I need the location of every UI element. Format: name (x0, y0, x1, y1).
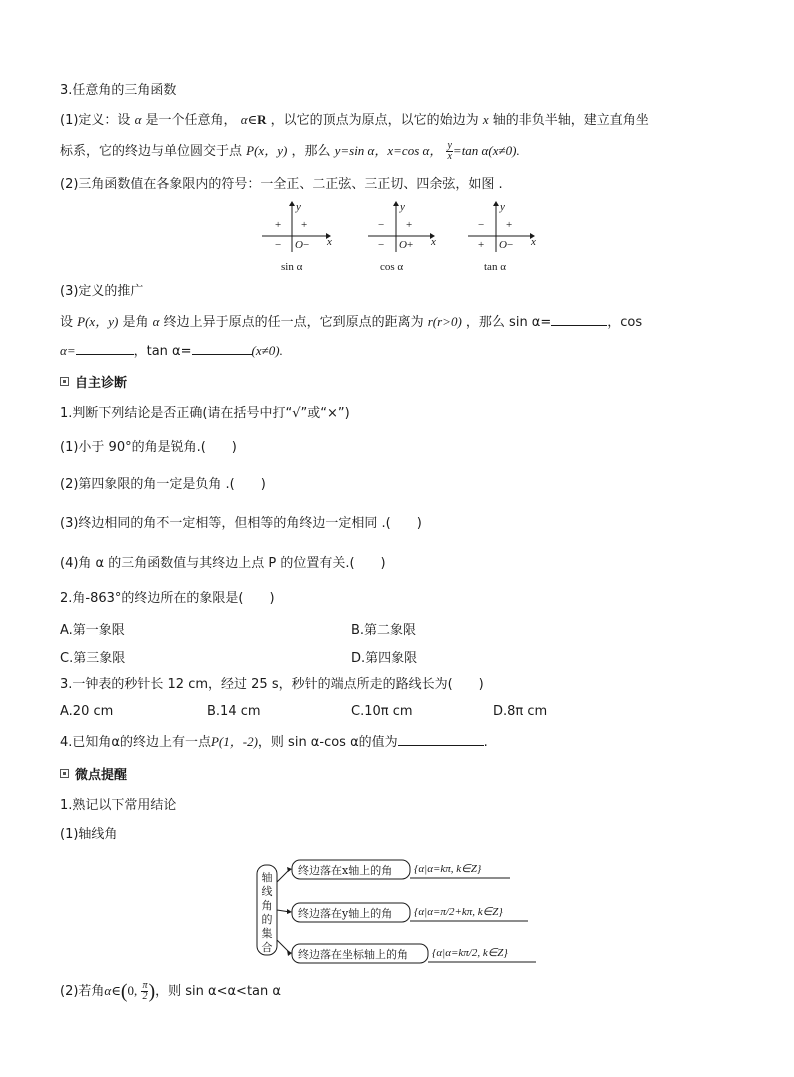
definition-3-title: (3)定义的推广 (60, 284, 144, 299)
text: ，cos (607, 315, 643, 330)
q3-option-c[interactable]: C.10π cm (351, 704, 413, 719)
section-title-text: 自主诊断 (75, 376, 128, 391)
q3-option-b[interactable]: B.14 cm (207, 704, 261, 719)
math: 0, (127, 983, 138, 998)
point-P: P(1，-2) (210, 734, 258, 749)
tan-quadrant-diagram (468, 201, 536, 252)
fraction-pi-over-2: $\frac{\pi}{2}$ (142, 980, 148, 1002)
y-axis-label: y (296, 201, 301, 213)
cos-quadrant-diagram (368, 201, 436, 252)
origin-label: O (499, 239, 507, 251)
text: 终边上异于原点的任一点，它到原点的距离为 (163, 315, 424, 330)
section-title-tips (60, 764, 127, 783)
math: α= (60, 343, 76, 358)
q2-option-a[interactable]: A.第一象限 (60, 623, 125, 638)
definition-3-line-2 (60, 340, 283, 361)
q2-option-b[interactable]: B.第二象限 (351, 623, 417, 638)
text: (2)若角 (60, 984, 105, 999)
question-1-3: (3)终边相同的角不一定相等，但相等的角终边一定相同 .( ) (60, 516, 422, 531)
text: 轴的非负半轴，建立直角坐 (492, 113, 649, 128)
set-label-char-1: 轴 (261, 871, 273, 884)
text: 标系，它的终边与单位圆交于点 (60, 144, 243, 159)
question-1-2: (2)第四象限的角一定是负角 .( ) (60, 477, 266, 492)
row-box-text-3: 终边落在坐标轴上的角 (298, 948, 408, 961)
q3-option-a[interactable]: A.20 cm (60, 704, 114, 719)
alpha-symbol: α (152, 314, 160, 329)
text: ，那么 (291, 144, 331, 159)
q1-sign: + (301, 219, 308, 231)
section-title-self-diagnosis (60, 372, 127, 391)
set-expression-2: {α|α=π/2+kπ, k∈Z} (414, 906, 503, 918)
text: 设 (60, 315, 74, 330)
axis-angle-set-diagram (254, 852, 544, 968)
q4-sign: − (303, 239, 310, 251)
q4-sign: + (407, 239, 414, 251)
set-label-char-6: 合 (261, 941, 273, 954)
set-expression-1: {α|α=kπ, k∈Z} (414, 863, 482, 875)
definition-1-line-2 (60, 141, 520, 162)
text: ，则 sin α-cos α的值为 (257, 735, 398, 750)
answer-blank-sin[interactable] (551, 311, 607, 326)
cos-label: cos α (380, 261, 404, 273)
answer-blank-tan[interactable] (192, 340, 252, 355)
text: 是一个任意角， (145, 113, 237, 128)
set-label-char-4: 的 (261, 913, 273, 926)
sin-label: sin α (281, 261, 303, 273)
definition-3-line-1 (60, 311, 642, 332)
r-symbol: r(r>0) (427, 314, 462, 329)
origin-label: O (399, 239, 407, 251)
section-marker-icon (60, 769, 69, 778)
q2-option-d[interactable]: D.第四象限 (351, 651, 418, 666)
q3-sign: − (275, 239, 282, 251)
fraction-y-over-x: $\frac{y}{x}$ (447, 140, 452, 162)
q4-sign: − (507, 239, 514, 251)
sin-quadrant-diagram (262, 201, 332, 252)
q2-sign: − (478, 219, 485, 231)
text: ，tan α= (133, 344, 192, 359)
q3-sign: − (378, 239, 385, 251)
origin-label: O (295, 239, 303, 251)
q3-option-d[interactable]: D.8π cm (493, 704, 548, 719)
set-label-char-3: 角 (261, 899, 273, 912)
question-1-1: (1)小于 90°的角是锐角.( ) (60, 440, 237, 455)
text: . (483, 735, 488, 750)
q1-sign: + (506, 219, 513, 231)
section-marker-icon (60, 377, 69, 386)
text: 是角 (122, 315, 149, 330)
question-3: 3.一钟表的秒针长 12 cm，经过 25 s，秒针的端点所走的路线长为( ) (60, 677, 484, 692)
point-P: P(x，y) (246, 143, 288, 158)
math: α∈ (104, 983, 121, 998)
point-P: P(x，y) (77, 314, 119, 329)
question-2: 2.角-863°的终边所在的象限是( ) (60, 591, 275, 606)
real-set-symbol: R (257, 112, 267, 127)
left-paren: ( (120, 980, 128, 1003)
math: (x≠0). (251, 343, 283, 358)
q2-sign: − (378, 219, 385, 231)
tip-1: 1.熟记以下常用结论 (60, 798, 177, 813)
text: (1)定义：设 (60, 113, 131, 128)
x-axis-label: x (327, 236, 332, 248)
y-axis-label: y (400, 201, 405, 213)
row-box-text-2: 终边落在y轴上的角 (298, 907, 393, 920)
x-axis-label: x (531, 236, 536, 248)
text: ，则 sin α<α<tan α (155, 984, 281, 999)
question-4 (60, 731, 488, 752)
answer-blank-cos[interactable] (76, 340, 134, 355)
y-axis-label: y (500, 201, 505, 213)
row-box-text-1: 终边落在x轴上的角 (298, 864, 393, 877)
alpha-symbol: α (134, 112, 142, 127)
text: ，那么 sin α= (465, 315, 552, 330)
right-paren: ) (148, 980, 156, 1003)
q2-sign: + (275, 219, 282, 231)
section-title-text: 微点提醒 (75, 768, 128, 783)
set-label-char-2: 线 (261, 885, 273, 898)
math: α∈ (240, 112, 258, 127)
math: y=sin α，x=cos α， (334, 143, 443, 158)
tip-1-1: (1)轴线角 (60, 827, 118, 842)
x-symbol: x (482, 112, 489, 127)
text: ，以它的顶点为原点，以它的始边为 (270, 113, 479, 128)
q3-sign: + (478, 239, 485, 251)
tip-1-2 (60, 981, 281, 1002)
definition-2: (2)三角函数值在各象限内的符号：一全正、二正弦、三正切、四余弦，如图 . (60, 177, 503, 192)
section-heading: 3.任意角的三角函数 (60, 83, 177, 98)
q2-option-c[interactable]: C.第三象限 (60, 651, 126, 666)
tan-label: tan α (484, 261, 506, 273)
text: 4.已知角α的终边上有一点 (60, 735, 211, 750)
definition-1-line-1 (60, 111, 649, 130)
question-1: 1.判断下列结论是否正确(请在括号中打“√”或“×”) (60, 406, 350, 421)
question-1-4: (4)角 α 的三角函数值与其终边上点 P 的位置有关.( ) (60, 556, 386, 571)
set-label-char-5: 集 (261, 927, 273, 940)
set-expression-3: {α|α=kπ/2, k∈Z} (432, 947, 508, 959)
quadrant-sign-diagrams (258, 200, 548, 276)
math: =tan α(x≠0). (452, 143, 520, 158)
q1-sign: + (406, 219, 413, 231)
x-axis-label: x (431, 236, 436, 248)
answer-blank-q4[interactable] (398, 731, 484, 746)
